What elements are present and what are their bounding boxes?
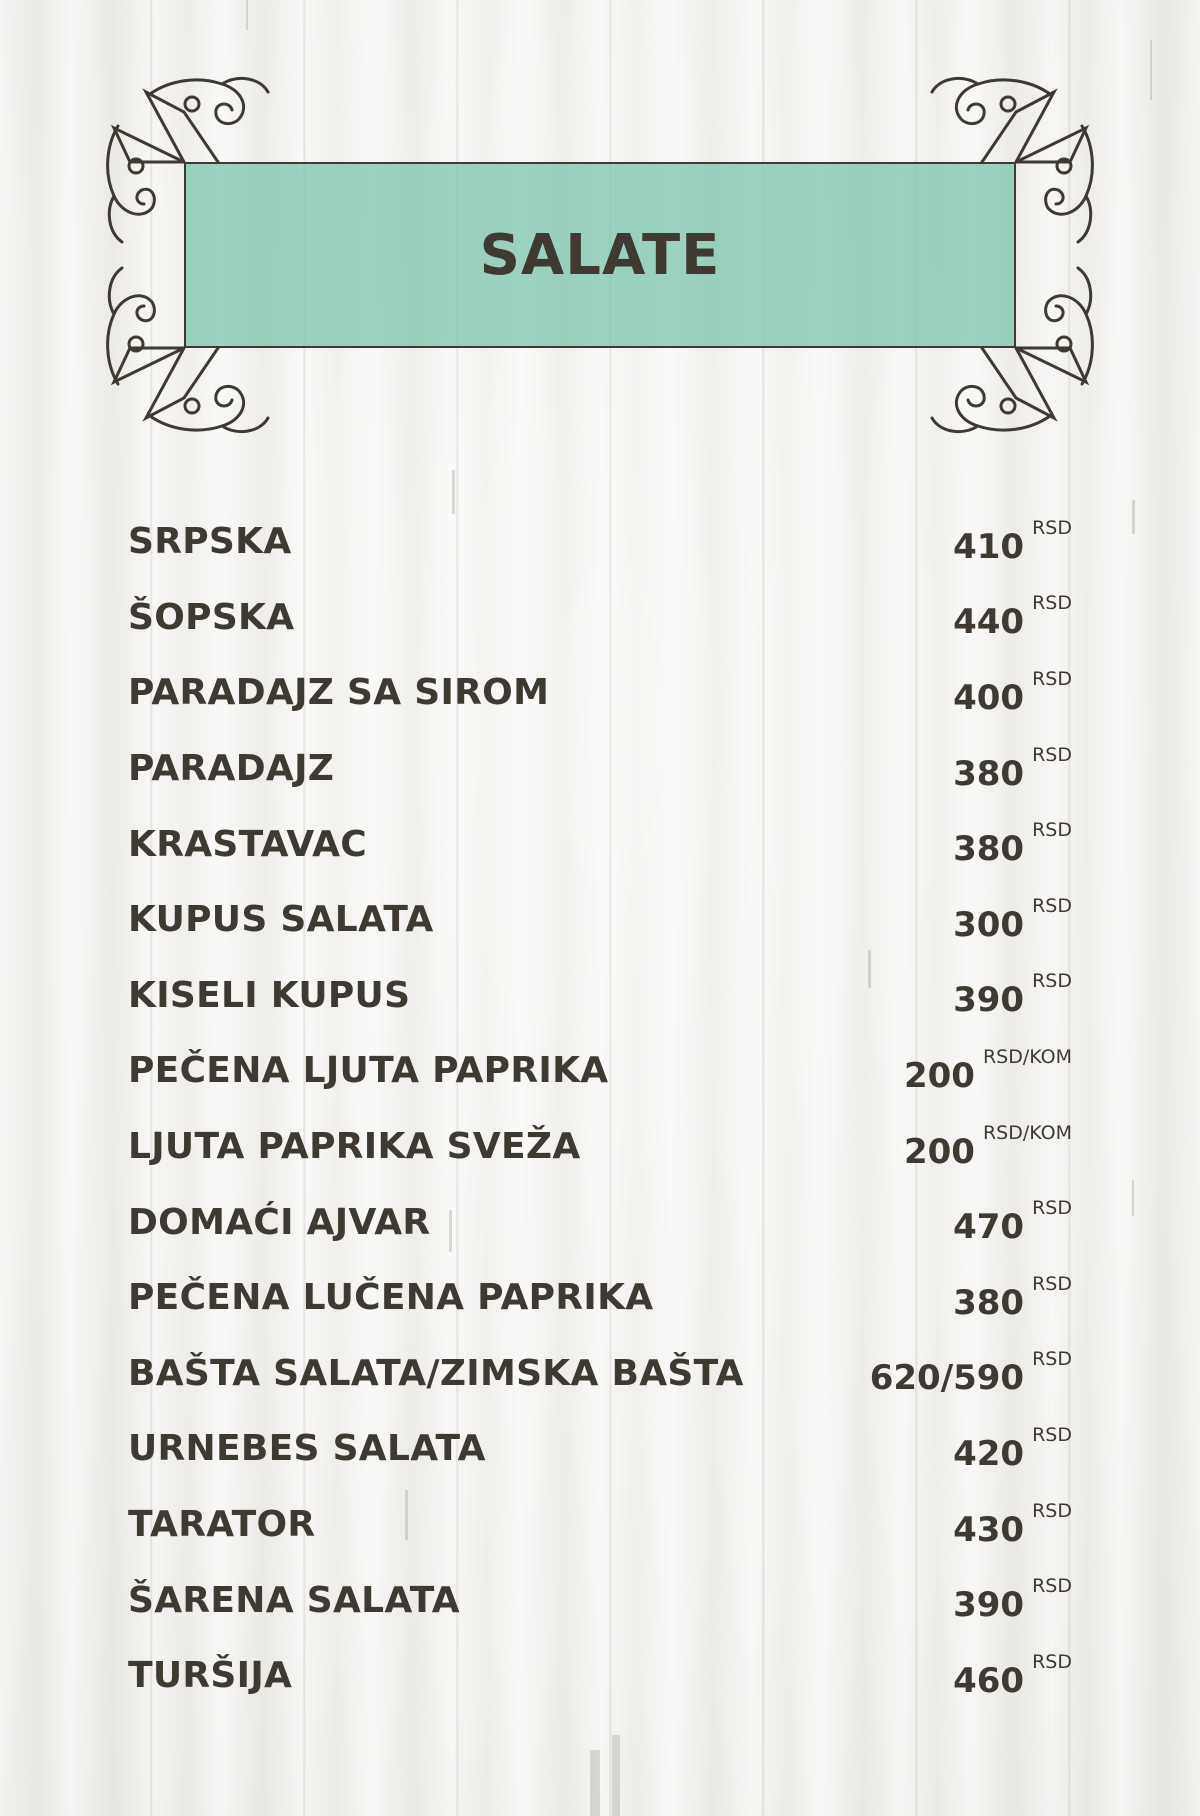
menu-item: [128, 1109, 1072, 1185]
menu-item: [128, 1411, 1072, 1487]
price-currency: RSD: [1032, 894, 1072, 917]
item-name: SRPSKA: [128, 521, 292, 563]
price-currency: RSD: [1032, 1272, 1072, 1295]
menu-item: [128, 655, 1072, 731]
item-name: DOMAĆI AJVAR: [128, 1201, 431, 1243]
menu-item: [128, 1260, 1072, 1336]
item-price: [953, 668, 1072, 718]
price-currency: RSD: [1032, 743, 1072, 766]
item-name: TURŠIJA: [128, 1655, 293, 1697]
title-banner: [184, 162, 1016, 348]
price-currency: RSD: [1032, 1650, 1072, 1673]
item-price: [953, 819, 1072, 869]
item-price: [953, 895, 1072, 945]
wood-grain: [612, 1735, 620, 1816]
price-value: 390: [953, 980, 1025, 1021]
price-value: 440: [953, 602, 1025, 643]
price-currency: RSD: [1032, 592, 1072, 615]
item-price: [953, 1651, 1072, 1701]
item-name: PARADAJZ SA SIROM: [128, 672, 550, 714]
price-value: 620/590: [869, 1358, 1025, 1399]
wood-grain: [1132, 1180, 1134, 1216]
price-currency: RSD: [1032, 970, 1072, 993]
price-value: 380: [953, 753, 1025, 794]
item-name: KISELI KUPUS: [128, 974, 411, 1016]
item-price: [953, 1273, 1072, 1323]
price-currency: RSD: [1032, 819, 1072, 842]
item-price: [953, 592, 1072, 642]
price-value: 400: [953, 677, 1025, 718]
item-name: URNEBES SALATA: [128, 1428, 486, 1470]
item-name: KUPUS SALATA: [128, 899, 434, 941]
menu-item: [128, 1562, 1072, 1638]
price-currency: RSD: [1032, 667, 1072, 690]
item-price: [953, 1197, 1072, 1247]
item-name: LJUTA PAPRIKA SVEŽA: [128, 1126, 581, 1168]
item-price: [953, 1424, 1072, 1474]
item-name: ŠARENA SALATA: [128, 1579, 460, 1621]
price-currency: RSD: [1032, 1197, 1072, 1220]
price-currency: RSD: [1032, 1348, 1072, 1371]
menu-item: [128, 1487, 1072, 1563]
menu-item: [128, 1033, 1072, 1109]
menu-item: [128, 1638, 1072, 1714]
price-currency: RSD/KOM: [982, 1121, 1072, 1144]
price-currency: RSD: [1032, 1423, 1072, 1446]
price-value: 470: [953, 1207, 1025, 1248]
price-currency: RSD: [1032, 1499, 1072, 1522]
wood-grain: [246, 0, 248, 30]
wood-grain: [590, 1750, 600, 1816]
price-value: 380: [953, 1282, 1025, 1323]
price-currency: RSD/KOM: [982, 1045, 1072, 1068]
price-value: 300: [953, 904, 1025, 945]
item-name: TARATOR: [128, 1504, 316, 1546]
salad-menu-list: [128, 504, 1072, 1714]
item-name: ŠOPSKA: [128, 596, 295, 638]
item-name: BAŠTA SALATA/ZIMSKA BAŠTA: [128, 1352, 744, 1394]
price-value: 390: [953, 1585, 1025, 1626]
price-value: 200: [903, 1055, 975, 1096]
price-value: 200: [903, 1131, 975, 1172]
item-price: [953, 744, 1072, 794]
item-price: [953, 1575, 1072, 1625]
item-name: KRASTAVAC: [128, 823, 367, 865]
price-value: 380: [953, 829, 1025, 870]
item-price: [904, 1046, 1072, 1096]
menu-item: [128, 580, 1072, 656]
item-price: [953, 517, 1072, 567]
menu-item: [128, 882, 1072, 958]
item-price: [870, 1348, 1072, 1398]
menu-item: [128, 1336, 1072, 1412]
item-price: [904, 1122, 1072, 1172]
item-price: [953, 970, 1072, 1020]
price-currency: RSD: [1032, 1575, 1072, 1598]
page-title: SALATE: [479, 222, 721, 288]
menu-item: [128, 958, 1072, 1034]
price-value: 460: [953, 1660, 1025, 1701]
item-price: [953, 1500, 1072, 1550]
wood-grain: [1132, 500, 1135, 534]
menu-item: [128, 806, 1072, 882]
menu-header: [100, 70, 1100, 440]
menu-item: [128, 1184, 1072, 1260]
menu-item: [128, 504, 1072, 580]
item-name: PARADAJZ: [128, 748, 335, 790]
wood-grain: [1150, 40, 1152, 100]
price-value: 410: [953, 526, 1025, 567]
menu-item: [128, 731, 1072, 807]
price-value: 430: [953, 1509, 1025, 1550]
item-name: PEČENA LUČENA PAPRIKA: [128, 1277, 654, 1319]
item-name: PEČENA LJUTA PAPRIKA: [128, 1050, 609, 1092]
price-value: 420: [953, 1433, 1025, 1474]
price-currency: RSD: [1032, 516, 1072, 539]
